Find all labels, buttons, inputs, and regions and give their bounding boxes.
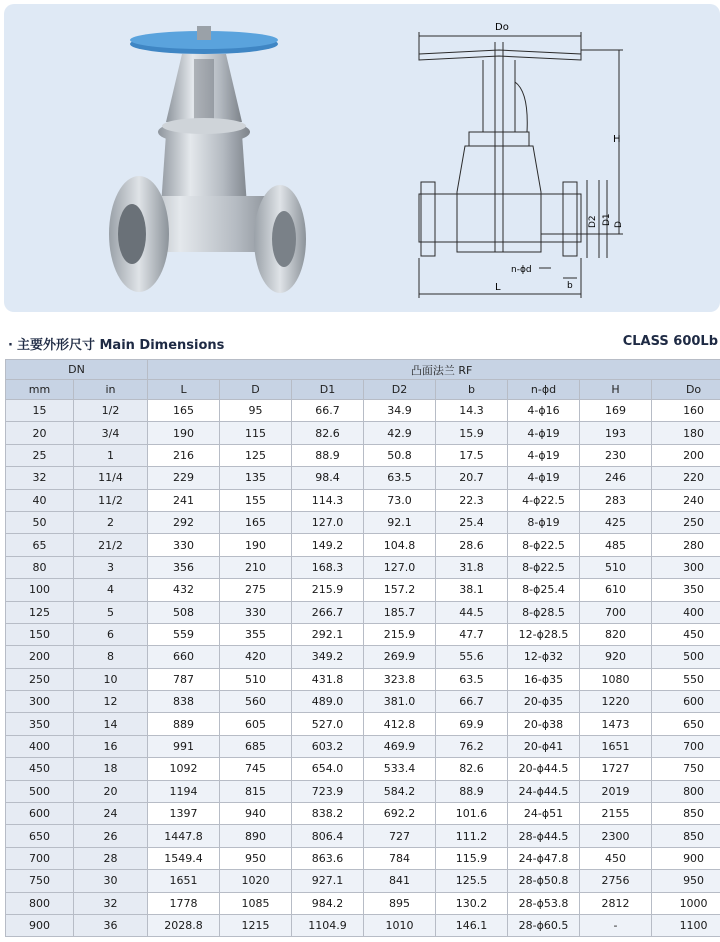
table-cell: 1020 (220, 870, 292, 892)
table-cell: 44.5 (436, 601, 508, 623)
table-row (6, 803, 720, 825)
table-cell: 1473 (580, 713, 652, 735)
table-row (6, 489, 720, 511)
table-cell: 12 (74, 691, 148, 713)
table-cell: 104.8 (364, 534, 436, 556)
table-cell: 450 (6, 758, 74, 780)
table-cell: 125.5 (436, 870, 508, 892)
table-cell: 700 (580, 601, 652, 623)
table-cell: 745 (220, 758, 292, 780)
column-header: D1 (292, 380, 364, 400)
table-cell: 2756 (580, 870, 652, 892)
table-cell: 266.7 (292, 601, 364, 623)
table-cell: 31.8 (436, 556, 508, 578)
table-row (6, 735, 720, 757)
table-row (6, 758, 720, 780)
section-title: 主要外形尺寸 Main Dimensions (16, 338, 225, 353)
table-cell: 20-ϕ38 (508, 713, 580, 735)
column-header: b (436, 380, 508, 400)
table-cell: 250 (652, 511, 720, 533)
table-row (6, 780, 720, 802)
table-cell: 450 (652, 623, 720, 645)
table-cell: 69.9 (436, 713, 508, 735)
table-cell: 193 (580, 422, 652, 444)
table-cell: 1397 (148, 803, 220, 825)
table-row (6, 691, 720, 713)
drawing-label-d1: D1 (602, 213, 612, 226)
table-cell: 73.0 (364, 489, 436, 511)
table-cell: 18 (74, 758, 148, 780)
table-cell: 984.2 (292, 892, 364, 914)
table-cell: 1447.8 (148, 825, 220, 847)
table-cell: 1549.4 (148, 847, 220, 869)
table-cell: 180 (652, 422, 720, 444)
table-cell: 412.8 (364, 713, 436, 735)
table-cell: 533.4 (364, 758, 436, 780)
table-cell: 787 (148, 668, 220, 690)
table-cell: 4 (74, 579, 148, 601)
table-cell: 950 (220, 847, 292, 869)
table-cell: 190 (220, 534, 292, 556)
table-cell: 28-ϕ44.5 (508, 825, 580, 847)
column-header: n-ϕd (508, 380, 580, 400)
table-row (6, 646, 720, 668)
table-cell: 450 (580, 847, 652, 869)
table-cell: 292.1 (292, 623, 364, 645)
table-cell: 381.0 (364, 691, 436, 713)
table-cell: 165 (220, 511, 292, 533)
table-cell: 4-ϕ16 (508, 400, 580, 422)
table-cell: 16 (74, 735, 148, 757)
table-cell: 527.0 (292, 713, 364, 735)
table-cell: 2812 (580, 892, 652, 914)
table-cell: 920 (580, 646, 652, 668)
drawing-label-do: Do (495, 22, 509, 33)
table-cell: 815 (220, 780, 292, 802)
table-cell: 149.2 (292, 534, 364, 556)
table-cell: 1/2 (74, 400, 148, 422)
table-cell: 330 (148, 534, 220, 556)
table-cell: 63.5 (436, 668, 508, 690)
table-cell: 4-ϕ19 (508, 444, 580, 466)
table-cell: 991 (148, 735, 220, 757)
table-cell: 323.8 (364, 668, 436, 690)
table-cell: 2155 (580, 803, 652, 825)
table-cell: 420 (220, 646, 292, 668)
table-cell: 168.3 (292, 556, 364, 578)
table-cell: 560 (220, 691, 292, 713)
table-cell: 36 (74, 914, 148, 936)
table-cell: 510 (220, 668, 292, 690)
table-row (6, 422, 720, 444)
table-cell: 190 (148, 422, 220, 444)
table-row (6, 870, 720, 892)
table-cell: 283 (580, 489, 652, 511)
table-row (6, 713, 720, 735)
table-cell: 26 (74, 825, 148, 847)
table-cell: 28-ϕ53.8 (508, 892, 580, 914)
table-cell: 350 (6, 713, 74, 735)
table-cell: 20 (6, 422, 74, 444)
table-cell: 20-ϕ35 (508, 691, 580, 713)
table-cell: 92.1 (364, 511, 436, 533)
table-cell: 660 (148, 646, 220, 668)
table-cell: 650 (6, 825, 74, 847)
table-cell: 431.8 (292, 668, 364, 690)
table-cell: 2028.8 (148, 914, 220, 936)
table-cell: 1778 (148, 892, 220, 914)
table-cell: 350 (652, 579, 720, 601)
table-cell: 32 (74, 892, 148, 914)
table-cell: 115.9 (436, 847, 508, 869)
table-cell: 220 (652, 467, 720, 489)
table-cell: 4-ϕ19 (508, 422, 580, 444)
table-cell: 215.9 (292, 579, 364, 601)
table-cell: 20-ϕ44.5 (508, 758, 580, 780)
table-cell: 20-ϕ41 (508, 735, 580, 757)
table-cell: 20 (74, 780, 148, 802)
table-cell: 500 (652, 646, 720, 668)
column-header: D (220, 380, 292, 400)
table-cell: 750 (6, 870, 74, 892)
table-cell: 5 (74, 601, 148, 623)
table-cell: 25.4 (436, 511, 508, 533)
table-cell: 17.5 (436, 444, 508, 466)
table-cell: 1220 (580, 691, 652, 713)
table-cell: 8 (74, 646, 148, 668)
table-cell: 425 (580, 511, 652, 533)
table-cell: 550 (652, 668, 720, 690)
table-cell: 4-ϕ19 (508, 467, 580, 489)
table-cell: 21/2 (74, 534, 148, 556)
table-cell: 55.6 (436, 646, 508, 668)
dimensions-table-wrapper (5, 359, 720, 942)
table-cell: 723.9 (292, 780, 364, 802)
table-cell: 927.1 (292, 870, 364, 892)
table-cell: 50 (6, 511, 74, 533)
table-header-row-2 (6, 380, 720, 400)
table-cell: 63.5 (364, 467, 436, 489)
table-cell: 603.2 (292, 735, 364, 757)
table-cell: 806.4 (292, 825, 364, 847)
table-cell: 146.1 (436, 914, 508, 936)
table-cell: 584.2 (364, 780, 436, 802)
table-cell: 15 (6, 400, 74, 422)
column-header: D2 (364, 380, 436, 400)
table-cell: 3 (74, 556, 148, 578)
table-cell: 24-ϕ51 (508, 803, 580, 825)
table-cell: 215.9 (364, 623, 436, 645)
table-cell: 240 (652, 489, 720, 511)
table-cell: 841 (364, 870, 436, 892)
table-cell: 1 (74, 444, 148, 466)
table-cell: 700 (6, 847, 74, 869)
table-cell: 508 (148, 601, 220, 623)
drawing-label-nd: n-ϕd (511, 265, 532, 275)
table-cell: 24 (74, 803, 148, 825)
gate-valve-photo (4, 4, 374, 312)
table-cell: 241 (148, 489, 220, 511)
dn-header: DN (6, 360, 148, 380)
table-row (6, 847, 720, 869)
table-cell: 16-ϕ35 (508, 668, 580, 690)
drawing-label-h: H (613, 134, 621, 145)
table-cell: 185.7 (364, 601, 436, 623)
table-cell: 500 (6, 780, 74, 802)
table-cell: 88.9 (292, 444, 364, 466)
table-header-row-1 (6, 360, 720, 380)
table-cell: 14.3 (436, 400, 508, 422)
drawing-label-l: L (495, 282, 501, 293)
table-cell: 47.7 (436, 623, 508, 645)
table-cell: 165 (148, 400, 220, 422)
table-cell: 28 (74, 847, 148, 869)
table-cell: 111.2 (436, 825, 508, 847)
table-cell: 135 (220, 467, 292, 489)
table-cell: 600 (6, 803, 74, 825)
table-cell: 940 (220, 803, 292, 825)
table-cell: 2300 (580, 825, 652, 847)
table-cell: 246 (580, 467, 652, 489)
table-cell: 11/2 (74, 489, 148, 511)
table-cell: 650 (652, 713, 720, 735)
table-cell: 22.3 (436, 489, 508, 511)
table-cell: 25 (6, 444, 74, 466)
table-row (6, 556, 720, 578)
table-cell: 469.9 (364, 735, 436, 757)
table-row (6, 601, 720, 623)
table-cell: 76.2 (436, 735, 508, 757)
table-cell: 130.2 (436, 892, 508, 914)
table-cell: 42.9 (364, 422, 436, 444)
column-header: L (148, 380, 220, 400)
table-cell: 489.0 (292, 691, 364, 713)
table-cell: 1000 (652, 892, 720, 914)
table-cell: 1215 (220, 914, 292, 936)
valve-technical-drawing (399, 12, 720, 304)
table-cell: 8-ϕ22.5 (508, 556, 580, 578)
table-cell: 28.6 (436, 534, 508, 556)
table-cell: 125 (6, 601, 74, 623)
table-cell: 727 (364, 825, 436, 847)
table-cell: 1080 (580, 668, 652, 690)
table-cell: 1010 (364, 914, 436, 936)
table-cell: 8-ϕ28.5 (508, 601, 580, 623)
table-cell: 28-ϕ50.8 (508, 870, 580, 892)
table-cell: 850 (652, 803, 720, 825)
table-cell: 15.9 (436, 422, 508, 444)
table-cell: 950 (652, 870, 720, 892)
table-cell: 1194 (148, 780, 220, 802)
table-row (6, 534, 720, 556)
drawing-label-d: D (614, 221, 624, 228)
table-cell: 82.6 (292, 422, 364, 444)
table-cell: 14 (74, 713, 148, 735)
table-cell: 32 (6, 467, 74, 489)
table-cell: 890 (220, 825, 292, 847)
table-cell: 50.8 (364, 444, 436, 466)
table-cell: 2 (74, 511, 148, 533)
table-cell: 127.0 (292, 511, 364, 533)
table-cell: 40 (6, 489, 74, 511)
table-cell: 800 (652, 780, 720, 802)
table-cell: 700 (652, 735, 720, 757)
table-cell: 169 (580, 400, 652, 422)
table-cell: 157.2 (364, 579, 436, 601)
column-header: mm (6, 380, 74, 400)
table-cell: 349.2 (292, 646, 364, 668)
table-cell: 216 (148, 444, 220, 466)
table-cell: 685 (220, 735, 292, 757)
table-cell: 95 (220, 400, 292, 422)
dimensions-table (5, 359, 720, 937)
table-cell: 820 (580, 623, 652, 645)
table-cell: 838.2 (292, 803, 364, 825)
table-cell: 38.1 (436, 579, 508, 601)
table-cell: 485 (580, 534, 652, 556)
table-cell: 160 (652, 400, 720, 422)
table-cell: 3/4 (74, 422, 148, 444)
table-cell: 510 (580, 556, 652, 578)
table-cell: 610 (580, 579, 652, 601)
table-row (6, 892, 720, 914)
table-cell: 12-ϕ32 (508, 646, 580, 668)
table-cell: 101.6 (436, 803, 508, 825)
table-cell: 200 (652, 444, 720, 466)
table-cell: 6 (74, 623, 148, 645)
table-cell: 10 (74, 668, 148, 690)
column-header: H (580, 380, 652, 400)
table-cell: 850 (652, 825, 720, 847)
table-cell: 654.0 (292, 758, 364, 780)
table-row (6, 467, 720, 489)
table-cell: 330 (220, 601, 292, 623)
table-cell: 600 (652, 691, 720, 713)
table-cell: 300 (652, 556, 720, 578)
table-cell: 900 (6, 914, 74, 936)
table-cell: 355 (220, 623, 292, 645)
table-cell: 292 (148, 511, 220, 533)
table-cell: 863.6 (292, 847, 364, 869)
drawing-label-d2: D2 (588, 215, 598, 228)
table-cell: 200 (6, 646, 74, 668)
table-cell: 100 (6, 579, 74, 601)
table-cell: 66.7 (436, 691, 508, 713)
table-row (6, 511, 720, 533)
table-cell: 150 (6, 623, 74, 645)
table-cell: 280 (652, 534, 720, 556)
table-row (6, 444, 720, 466)
table-cell: 1104.9 (292, 914, 364, 936)
table-cell: 889 (148, 713, 220, 735)
table-cell: 432 (148, 579, 220, 601)
table-cell: 12-ϕ28.5 (508, 623, 580, 645)
table-cell: 1651 (148, 870, 220, 892)
table-cell: 250 (6, 668, 74, 690)
table-cell: 275 (220, 579, 292, 601)
table-row (6, 623, 720, 645)
table-cell: 11/4 (74, 467, 148, 489)
table-cell: 28-ϕ60.5 (508, 914, 580, 936)
table-cell: 8-ϕ22.5 (508, 534, 580, 556)
table-cell: 20.7 (436, 467, 508, 489)
table-cell: 155 (220, 489, 292, 511)
drawing-label-b: b (567, 281, 573, 291)
pressure-class-label: CLASS 600Lb (622, 334, 718, 349)
column-header: Do (652, 380, 720, 400)
table-cell: 1100 (652, 914, 720, 936)
table-cell: 900 (652, 847, 720, 869)
table-cell: 1092 (148, 758, 220, 780)
table-cell: 400 (6, 735, 74, 757)
column-header: in (74, 380, 148, 400)
table-row (6, 400, 720, 422)
table-cell: 838 (148, 691, 220, 713)
table-cell: 24-ϕ47.8 (508, 847, 580, 869)
table-cell: 1085 (220, 892, 292, 914)
table-cell: 8-ϕ25.4 (508, 579, 580, 601)
table-row (6, 825, 720, 847)
table-cell: 800 (6, 892, 74, 914)
table-cell: 356 (148, 556, 220, 578)
table-cell: 65 (6, 534, 74, 556)
table-cell: 114.3 (292, 489, 364, 511)
table-cell: 24-ϕ44.5 (508, 780, 580, 802)
table-cell: 559 (148, 623, 220, 645)
table-cell: 400 (652, 601, 720, 623)
table-cell: 895 (364, 892, 436, 914)
table-cell: 98.4 (292, 467, 364, 489)
table-cell: 88.9 (436, 780, 508, 802)
table-cell: 1651 (580, 735, 652, 757)
table-row (6, 579, 720, 601)
table-cell: 230 (580, 444, 652, 466)
table-row (6, 668, 720, 690)
table-cell: 210 (220, 556, 292, 578)
table-cell: 66.7 (292, 400, 364, 422)
product-hero-panel (4, 4, 720, 312)
rf-header: 凸面法兰 RF (148, 360, 720, 380)
table-cell: 80 (6, 556, 74, 578)
table-cell: 750 (652, 758, 720, 780)
table-cell: 127.0 (364, 556, 436, 578)
table-row (6, 914, 720, 936)
table-cell: 229 (148, 467, 220, 489)
table-cell: 1727 (580, 758, 652, 780)
table-cell: 692.2 (364, 803, 436, 825)
table-cell: 784 (364, 847, 436, 869)
table-cell: 605 (220, 713, 292, 735)
table-cell: 269.9 (364, 646, 436, 668)
table-cell: 34.9 (364, 400, 436, 422)
table-cell: 4-ϕ22.5 (508, 489, 580, 511)
table-cell: 82.6 (436, 758, 508, 780)
table-cell: 2019 (580, 780, 652, 802)
table-cell: - (580, 914, 652, 936)
table-cell: 125 (220, 444, 292, 466)
table-cell: 30 (74, 870, 148, 892)
table-cell: 8-ϕ19 (508, 511, 580, 533)
table-cell: 300 (6, 691, 74, 713)
section-heading (8, 334, 224, 353)
heading-bullet: · (8, 338, 13, 353)
table-cell: 115 (220, 422, 292, 444)
